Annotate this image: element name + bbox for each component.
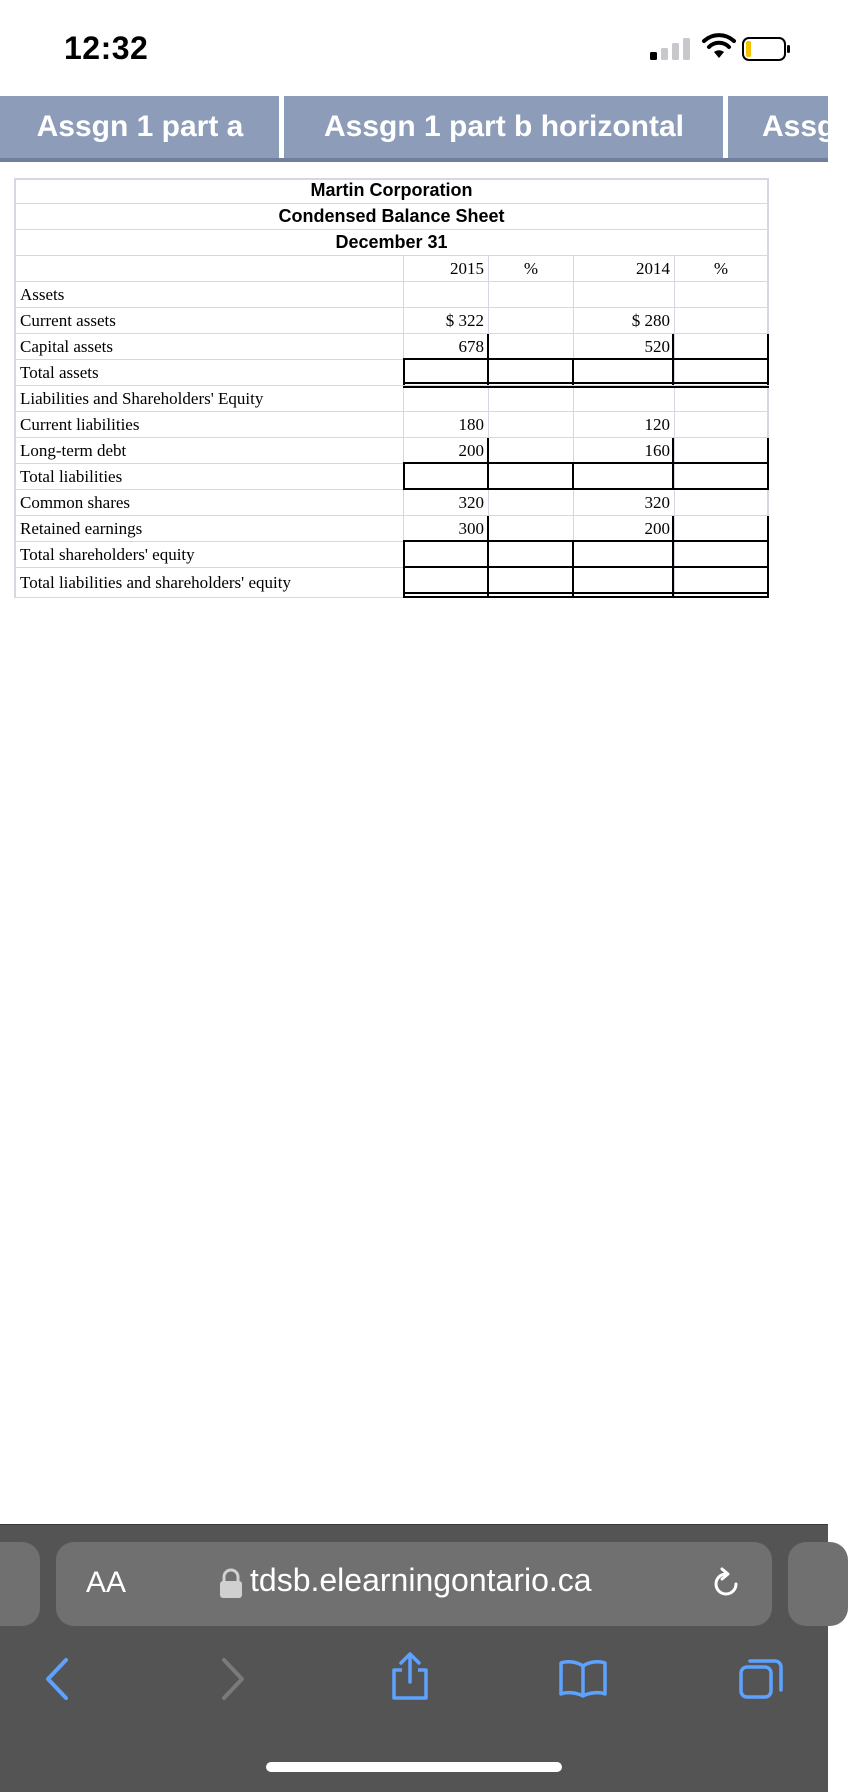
tab-assgn-1-part-b-horizontal[interactable]: Assgn 1 part b horizontal	[323, 110, 685, 143]
cell-2015[interactable]: $ 322	[445, 311, 484, 330]
battery-icon	[742, 37, 792, 61]
back-icon[interactable]	[40, 1656, 74, 1702]
row-label: Current liabilities	[20, 415, 140, 434]
company-name: Martin Corporation	[310, 180, 473, 200]
total-line	[403, 358, 769, 360]
cell-border	[672, 463, 674, 489]
column-header-2015: 2015	[450, 259, 484, 278]
cell-border	[672, 438, 674, 464]
bookmarks-icon[interactable]	[558, 1658, 608, 1698]
cell-2014[interactable]: 160	[644, 441, 670, 460]
home-indicator[interactable]	[266, 1762, 562, 1772]
total-line	[403, 566, 769, 568]
cell-2015[interactable]: 678	[458, 337, 484, 356]
cell-2015[interactable]: 300	[458, 519, 484, 538]
tab-bar-border	[0, 158, 828, 162]
total-line	[403, 488, 769, 490]
url-text[interactable]: tdsb.elearningontario.ca	[250, 1562, 592, 1598]
row-label: Common shares	[20, 493, 131, 512]
row-label: Capital assets	[20, 337, 114, 356]
double-line	[403, 386, 769, 388]
cell-2015[interactable]: 320	[458, 493, 484, 512]
cell-border	[767, 334, 769, 360]
cell-2015[interactable]: 200	[458, 441, 484, 460]
text-size-button[interactable]: AA	[86, 1566, 127, 1599]
statement-title: Condensed Balance Sheet	[278, 206, 505, 226]
tab-assgn-next[interactable]: Assg	[762, 110, 836, 143]
row-label: Retained earnings	[20, 519, 143, 538]
status-bar	[0, 0, 828, 96]
cell-2014[interactable]: 200	[644, 519, 670, 538]
total-line	[403, 540, 769, 542]
row-label: Total liabilities and shareholders' equity	[20, 573, 291, 592]
double-line	[403, 592, 769, 594]
cell-border	[672, 334, 674, 360]
reload-icon[interactable]	[708, 1566, 744, 1602]
row-label: Total shareholders' equity	[20, 545, 195, 564]
cell-border	[487, 334, 489, 360]
tab-assgn-1-part-a[interactable]: Assgn 1 part a	[36, 110, 244, 143]
cell-2015[interactable]: 180	[458, 415, 484, 434]
cell-border	[672, 541, 674, 567]
share-icon[interactable]	[388, 1652, 432, 1702]
cell-2014[interactable]: $ 280	[631, 311, 670, 330]
tabs-icon[interactable]	[738, 1656, 784, 1702]
cell-border	[403, 541, 405, 567]
column-header-percent-2015: %	[523, 259, 539, 278]
cell-2014[interactable]: 120	[644, 415, 670, 434]
column-header-2014: 2014	[636, 259, 670, 278]
cell-border	[767, 463, 769, 489]
address-bar[interactable]	[56, 1542, 772, 1626]
double-line	[403, 382, 769, 384]
cell-border	[487, 438, 489, 464]
cell-2014[interactable]: 320	[644, 493, 670, 512]
cell-border	[767, 438, 769, 464]
row-label: Current assets	[20, 311, 116, 330]
cell-border	[487, 541, 489, 567]
column-header-percent-2014: %	[713, 259, 729, 278]
previous-tab-peek[interactable]	[0, 1542, 40, 1626]
cell-border	[403, 463, 405, 489]
total-line	[403, 462, 769, 464]
row-label: Liabilities and Shareholders' Equity	[20, 389, 264, 408]
cell-2014[interactable]: 520	[644, 337, 670, 356]
cell-border	[487, 516, 489, 542]
cell-border	[767, 516, 769, 542]
sheet-tab-bar	[0, 96, 836, 162]
cell-border	[672, 516, 674, 542]
row-label: Total liabilities	[20, 467, 123, 486]
forward-icon[interactable]	[216, 1656, 250, 1702]
browser-toolbar	[0, 1524, 828, 1792]
row-label: Assets	[20, 285, 65, 304]
double-line	[403, 596, 769, 598]
cellular-signal-icon	[650, 38, 694, 60]
wifi-icon	[702, 34, 736, 60]
lock-icon	[218, 1568, 244, 1600]
cell-border	[487, 463, 489, 489]
next-tab-peek[interactable]	[788, 1542, 848, 1626]
cell-border	[572, 541, 574, 567]
cell-border	[572, 463, 574, 489]
row-label: Long-term debt	[20, 441, 127, 460]
clock: 12:32	[64, 30, 149, 66]
cell-border	[767, 541, 769, 567]
row-label: Total assets	[20, 363, 99, 382]
statement-date: December 31	[335, 232, 448, 252]
toolbar-divider	[0, 1524, 828, 1525]
